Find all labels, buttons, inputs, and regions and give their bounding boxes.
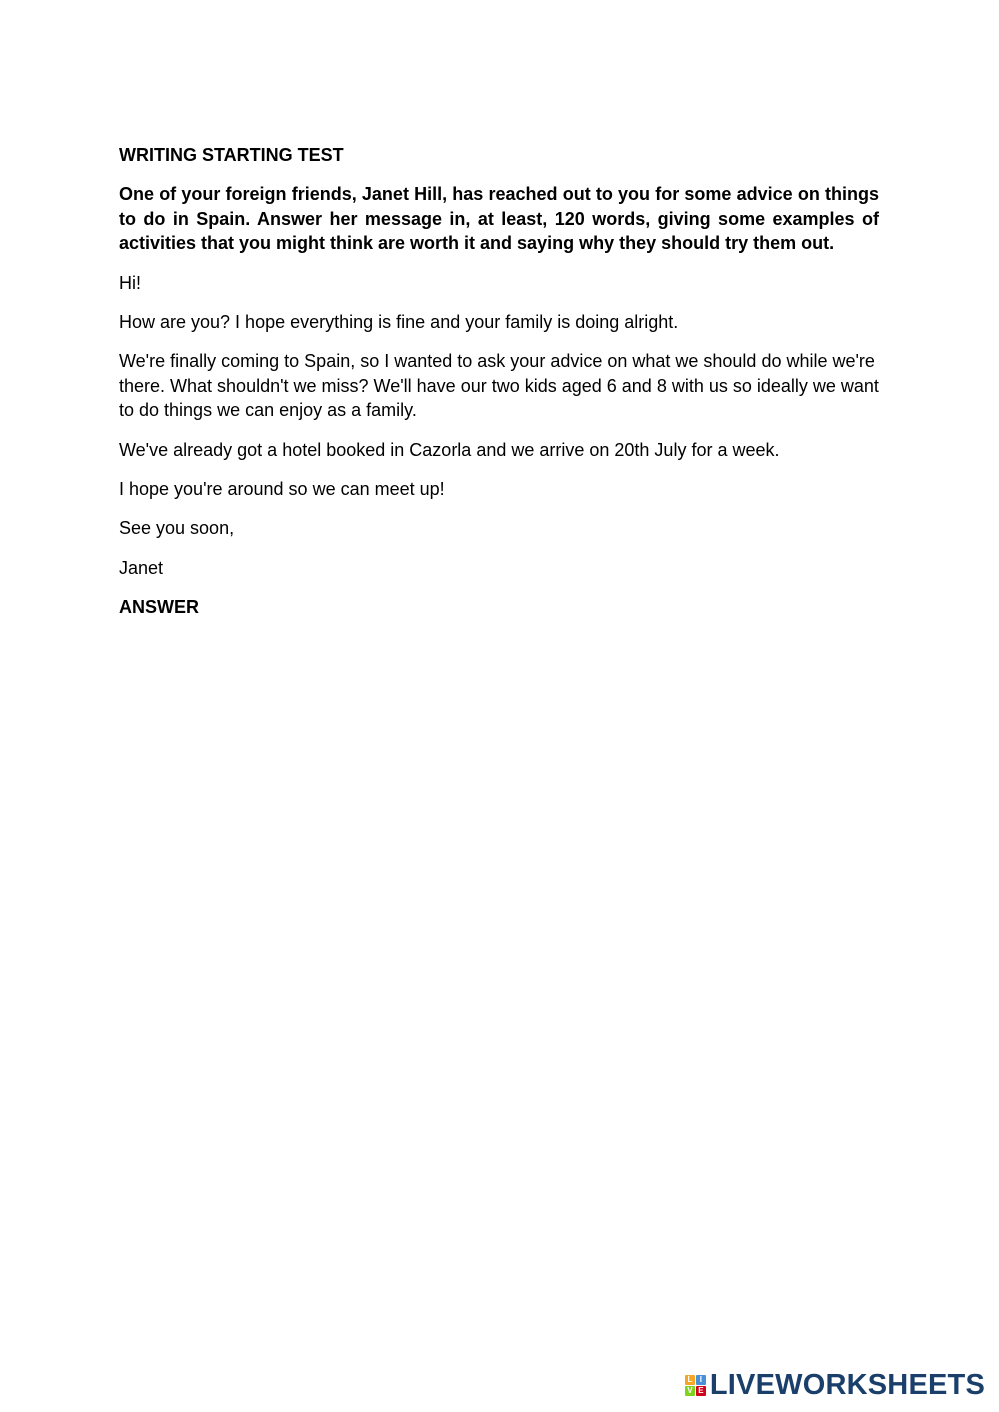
logo-mark-tile: V bbox=[685, 1386, 695, 1396]
liveworksheets-logo bbox=[685, 1369, 985, 1402]
message-paragraph: I hope you're around so we can meet up! bbox=[119, 479, 445, 500]
logo-mark-tile: E bbox=[696, 1386, 706, 1396]
message-paragraph: We've already got a hotel booked in Cazorla and we arrive on 20th July for a week. bbox=[119, 439, 780, 460]
message-paragraph: We're finally coming to Spain, so I wanted to ask your advice on what we should do while we're there. What shouldn't we miss? We'll have our two kids aged 6 and 8 with us so ideally we want to do things we can enjoy as a family. bbox=[119, 351, 879, 421]
worksheet-title: WRITING STARTING TEST bbox=[119, 145, 344, 165]
logo-text: LIVEWORKSHEETS bbox=[709, 1369, 985, 1401]
message-paragraph: How are you? I hope everything is fine and your family is doing alright. bbox=[119, 312, 679, 333]
worksheet-page bbox=[119, 143, 879, 635]
message-greeting: Hi! bbox=[119, 272, 141, 293]
logo-mark-tile: L bbox=[685, 1375, 695, 1385]
answer-heading: ANSWER bbox=[119, 597, 199, 618]
logo-mark-icon bbox=[685, 1375, 706, 1396]
message-signature: Janet bbox=[119, 557, 164, 578]
task-instructions: One of your foreign friends, Janet Hill, has reached out to you for some advice on things to do in Spain. Answer her message in, at least, 120 words, giving some examples of activities that you might think are worth it and saying why they should try them out. bbox=[119, 184, 879, 254]
logo-mark-tile: I bbox=[696, 1375, 706, 1385]
message-closing: See you soon, bbox=[119, 518, 235, 539]
